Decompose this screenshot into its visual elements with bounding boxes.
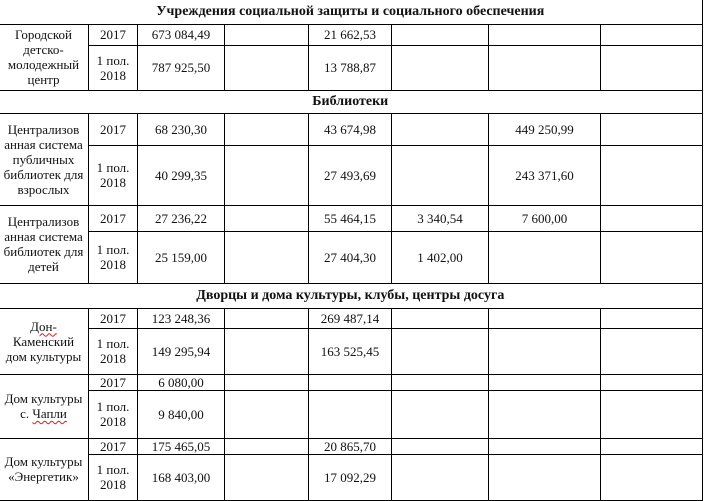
value-cell [601, 45, 703, 90]
value-cell [489, 231, 601, 283]
table-row [0, 145, 703, 205]
value-cell: 7 600,00 [489, 205, 601, 231]
table-row [0, 24, 703, 45]
section-title: Учреждения социальной защиты и социального обеспечения [0, 0, 703, 24]
value-cell [392, 24, 489, 45]
section-title: Дворцы и дома культуры, клубы, центры досуга [0, 283, 703, 308]
period-cell: 1 пол. 2018 [89, 328, 138, 374]
value-cell: 243 371,60 [489, 145, 601, 205]
value-cell [225, 205, 309, 231]
value-cell [225, 438, 309, 454]
value-cell [601, 438, 703, 454]
value-cell [392, 145, 489, 205]
value-cell [225, 113, 309, 145]
value-cell [392, 328, 489, 374]
section-header-row [0, 90, 703, 113]
period-cell: 1 пол. 2018 [89, 145, 138, 205]
value-cell [309, 390, 392, 438]
value-cell: 168 403,00 [138, 454, 225, 500]
section-header-row [0, 283, 703, 308]
value-cell [392, 454, 489, 500]
period-cell: 1 пол. 2018 [89, 45, 138, 90]
institution-name-part: Дом культуры с. [4, 391, 83, 421]
value-cell [489, 374, 601, 390]
value-cell [489, 308, 601, 328]
value-cell [392, 390, 489, 438]
value-cell [392, 45, 489, 90]
value-cell [601, 113, 703, 145]
institution-name [0, 374, 89, 438]
value-cell [601, 145, 703, 205]
institution-name-part: Каменский дом культуры [5, 333, 82, 364]
value-cell: 13 788,87 [309, 45, 392, 90]
value-cell: 269 487,14 [309, 308, 392, 328]
table-row [0, 113, 703, 145]
value-cell [225, 145, 309, 205]
value-cell: 43 674,98 [309, 113, 392, 145]
period-cell: 1 пол. 2018 [89, 231, 138, 283]
value-cell [601, 205, 703, 231]
value-cell: 163 525,45 [309, 328, 392, 374]
table-row [0, 438, 703, 454]
table-row [0, 231, 703, 283]
institution-name: Централизов анная система библиотек для детей [0, 205, 89, 283]
value-cell [392, 308, 489, 328]
value-cell: 1 402,00 [392, 231, 489, 283]
value-cell [601, 24, 703, 45]
value-cell [601, 390, 703, 438]
value-cell [601, 454, 703, 500]
value-cell: 27 236,22 [138, 205, 225, 231]
value-cell [601, 328, 703, 374]
value-cell: 787 925,50 [138, 45, 225, 90]
section-header-row [0, 0, 703, 24]
value-cell: 27 493,69 [309, 145, 392, 205]
value-cell: 175 465,05 [138, 438, 225, 454]
period-cell: 2017 [89, 24, 138, 45]
institution-name-part: Дон- [30, 318, 57, 334]
value-cell [225, 374, 309, 390]
table-row [0, 308, 703, 328]
period-cell: 2017 [89, 205, 138, 231]
table-row [0, 328, 703, 374]
value-cell: 40 299,35 [138, 145, 225, 205]
table-row [0, 454, 703, 500]
value-cell: 673 084,49 [138, 24, 225, 45]
value-cell: 25 159,00 [138, 231, 225, 283]
value-cell [489, 454, 601, 500]
institution-name-part: Чапли [32, 406, 67, 421]
value-cell [392, 113, 489, 145]
value-cell: 17 092,29 [309, 454, 392, 500]
value-cell [392, 438, 489, 454]
value-cell [225, 45, 309, 90]
institution-name: Городской детско-молодежный центр [0, 24, 89, 90]
period-cell: 2017 [89, 374, 138, 390]
table-row [0, 390, 703, 438]
value-cell: 3 340,54 [392, 205, 489, 231]
value-cell: 6 080,00 [138, 374, 225, 390]
table-row [0, 45, 703, 90]
period-cell: 2017 [89, 308, 138, 328]
period-cell: 2017 [89, 113, 138, 145]
value-cell [489, 24, 601, 45]
value-cell [489, 328, 601, 374]
value-cell [392, 374, 489, 390]
value-cell [489, 45, 601, 90]
period-cell: 2017 [89, 438, 138, 454]
value-cell [225, 454, 309, 500]
value-cell: 149 295,94 [138, 328, 225, 374]
value-cell [601, 374, 703, 390]
value-cell: 449 250,99 [489, 113, 601, 145]
institution-name: Централизов анная система публичных библиотек для взрослых [0, 113, 89, 205]
value-cell: 20 865,70 [309, 438, 392, 454]
institution-name [0, 308, 89, 374]
value-cell [309, 374, 392, 390]
table-row [0, 374, 703, 390]
section-title: Библиотеки [0, 90, 703, 113]
value-cell: 68 230,30 [138, 113, 225, 145]
value-cell [225, 390, 309, 438]
value-cell [225, 308, 309, 328]
value-cell [225, 231, 309, 283]
value-cell [489, 438, 601, 454]
value-cell: 27 404,30 [309, 231, 392, 283]
period-cell: 1 пол. 2018 [89, 390, 138, 438]
value-cell [601, 231, 703, 283]
value-cell [225, 328, 309, 374]
value-cell [489, 390, 601, 438]
table-row [0, 205, 703, 231]
value-cell: 21 662,53 [309, 24, 392, 45]
value-cell: 55 464,15 [309, 205, 392, 231]
period-cell: 1 пол. 2018 [89, 454, 138, 500]
value-cell: 9 840,00 [138, 390, 225, 438]
value-cell [601, 308, 703, 328]
value-cell [225, 24, 309, 45]
value-cell: 123 248,36 [138, 308, 225, 328]
institution-name: Дом культуры «Энергетик» [0, 438, 89, 500]
